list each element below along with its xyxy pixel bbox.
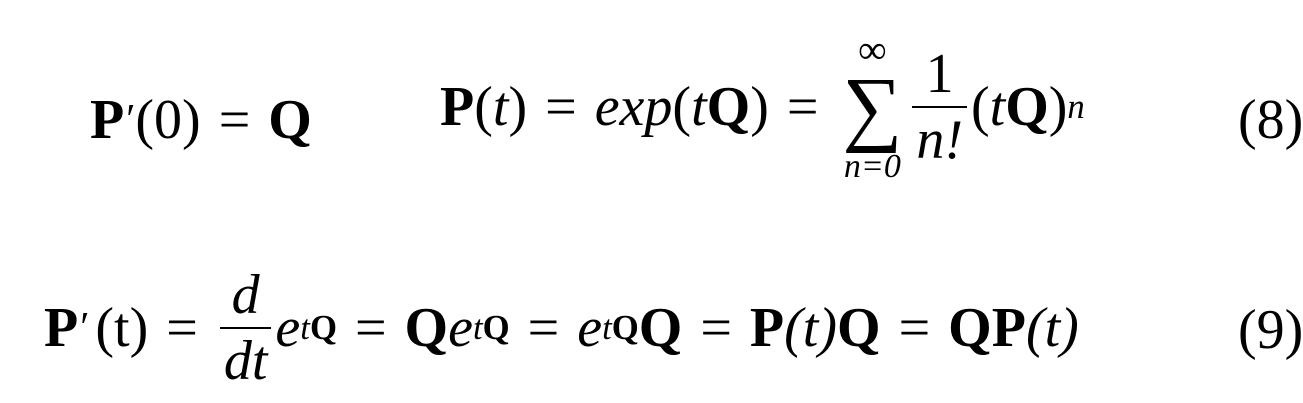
sigma-symbol: ∑ <box>842 61 903 155</box>
paren-close: ) <box>750 76 769 138</box>
variable-t: t <box>989 76 1006 138</box>
equals-sign: = <box>786 76 819 138</box>
matrix-p: P <box>440 76 475 138</box>
derivative-fraction <box>220 264 272 392</box>
matrix-q: Q <box>948 297 992 359</box>
fraction-bar <box>220 327 272 329</box>
variable-t: t <box>691 76 707 138</box>
paren-close: ) <box>508 76 528 138</box>
fraction-numerator: d <box>231 264 260 326</box>
fraction-denominator: dt <box>223 330 268 392</box>
exponential-e: e <box>275 297 301 359</box>
equals-sign: = <box>354 297 387 359</box>
sum-upper-limit: ∞ <box>858 27 887 73</box>
matrix-q: Q <box>1005 76 1049 138</box>
paren-open: ( <box>672 76 692 138</box>
equation-number-9: (9) <box>1238 299 1303 361</box>
equals-sign: = <box>700 297 732 359</box>
matrix-p: P <box>90 89 125 151</box>
equals-sign: = <box>545 76 577 138</box>
exp-function: exp <box>594 76 673 138</box>
matrix-q: Q <box>309 308 337 347</box>
equals-sign: = <box>527 297 560 359</box>
variable-t: t <box>300 308 310 347</box>
matrix-q: Q <box>706 76 751 138</box>
matrix-q: Q <box>268 89 312 151</box>
fraction <box>912 43 967 171</box>
equation-number-8: (8) <box>1238 89 1303 151</box>
variable-t: t <box>472 308 483 347</box>
equals-sign: = <box>218 89 251 151</box>
argument: (t) <box>95 297 149 359</box>
matrix-q: Q <box>482 308 510 347</box>
fraction-denominator: n! <box>916 109 963 171</box>
variable-t: t <box>602 308 612 347</box>
paren-close: ) <box>1048 76 1068 138</box>
exponential-e: e <box>448 297 473 359</box>
equals-sign: = <box>898 297 931 359</box>
matrix-p: P <box>749 297 785 359</box>
exponential-e: e <box>577 297 603 359</box>
equation-8-part-1: P ′ (0) = Q <box>90 89 312 151</box>
matrix-p: P <box>991 297 1026 359</box>
equation-8-part-2: P ( t ) = exp ( t Q ) = ∞ ∑ n=0 $\frac{1}{n!}$ ( t Q ) n <box>440 27 1085 185</box>
argument: (t) <box>1025 297 1079 359</box>
matrix-q: Q <box>837 297 881 359</box>
fraction-numerator: 1 <box>925 43 954 105</box>
variable-t: t <box>492 76 509 138</box>
matrix-p: P <box>44 297 79 359</box>
paren-open: ( <box>474 76 493 138</box>
equals-sign: = <box>166 297 198 359</box>
equation-9: P ′ (t) = $\frac{d}{dt}$ e tQ = Q e tQ = e tQ Q = P (t) Q = Q P (t) <box>44 264 1079 392</box>
paren-open: ( <box>970 76 990 138</box>
summation <box>842 27 903 185</box>
matrix-q: Q <box>638 297 683 359</box>
matrix-q: Q <box>404 297 449 359</box>
argument: (t) <box>784 297 837 359</box>
sum-lower-limit: n=0 <box>843 147 901 185</box>
matrix-q: Q <box>611 308 639 347</box>
fraction-bar <box>912 106 967 108</box>
argument: (0) <box>135 89 201 151</box>
